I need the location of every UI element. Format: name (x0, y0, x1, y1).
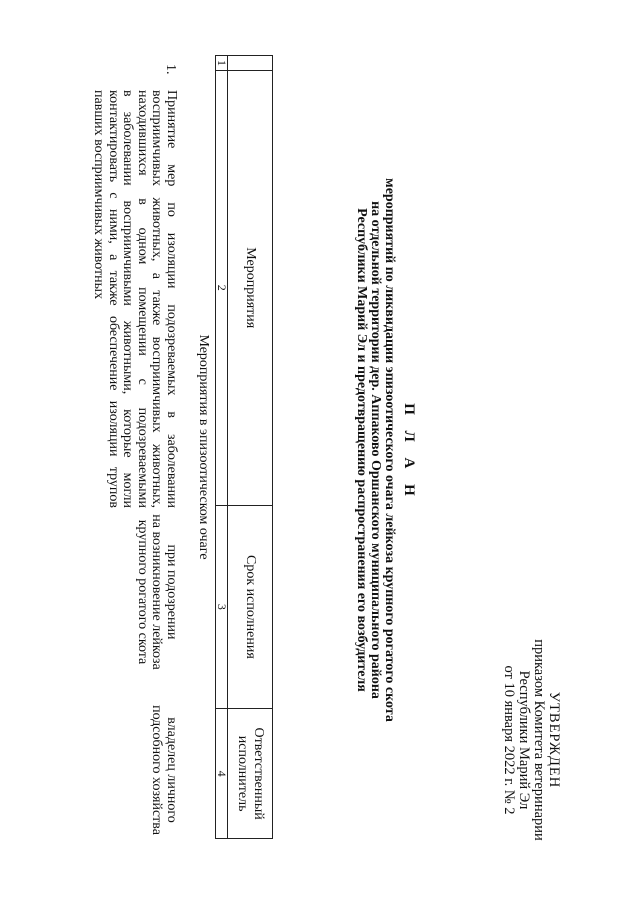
measure-line: контактировать с ними, а также обеспечение изоляции трупов (105, 90, 121, 508)
table-header-row (228, 56, 273, 839)
approval-heading: УТВЕРЖДЕН (546, 691, 562, 789)
row-responsible (149, 700, 178, 840)
header-cell-measures: Мероприятия (228, 71, 273, 506)
document-subtitle (354, 40, 396, 860)
approval-date: от 10 января 2022 г. № 2 (501, 665, 517, 815)
header-cell-number (228, 56, 273, 71)
row-number: 1. (163, 64, 178, 75)
column-number-cell: 1 (216, 56, 228, 71)
table-number-row (216, 56, 228, 839)
plan-table (215, 55, 273, 839)
subtitle-line: Республики Марий Эл и предотвращению распространения его возбудителя (354, 208, 369, 692)
column-number-cell: 2 (216, 71, 228, 506)
deadline-line: на возникновение лейкоза (149, 514, 165, 670)
column-number-cell: 4 (216, 709, 228, 839)
measure-line: в заболевании восприимчивыми животными, которые могли (120, 90, 136, 508)
approval-line: Республики Марий Эл (516, 670, 532, 810)
measure-line: восприимчивых животных, а также восприимчивых животных, (149, 90, 165, 508)
deadline-line: крупного рогатого скота (134, 519, 150, 665)
approval-stamp (501, 620, 561, 860)
row-deadline (134, 492, 178, 692)
header-cell-responsible: Ответственный исполнитель (228, 709, 273, 839)
row-measure-text (90, 90, 178, 508)
measure-line: Принятие мер по изоляции подозреваемых в заболевании (164, 90, 179, 508)
approval-line: приказом Комитета ветеринарии (531, 639, 547, 841)
measure-line: павших восприимчивых животных (91, 90, 107, 300)
section-heading: Мероприятия в эпизоотическом очаге (196, 334, 211, 560)
document-title: П Л А Н (401, 403, 417, 502)
column-number-cell: 3 (216, 505, 228, 709)
subtitle-line: мероприятий по ликвидации эпизоотического очага лейкоза крупного рогатого скота (382, 178, 397, 722)
header-cell-deadline: Срок исполнения (228, 505, 273, 709)
responsible-line: владелец личного (164, 717, 179, 823)
deadline-line: при подозрении (164, 544, 179, 640)
responsible-line: подсобного хозяйства (149, 705, 165, 835)
subtitle-line: на отдельной территории дер. Аппаково Оршанского муниципального района (368, 201, 383, 699)
measure-line: находившихся в одном помещении с подозреваемыми (134, 90, 150, 508)
